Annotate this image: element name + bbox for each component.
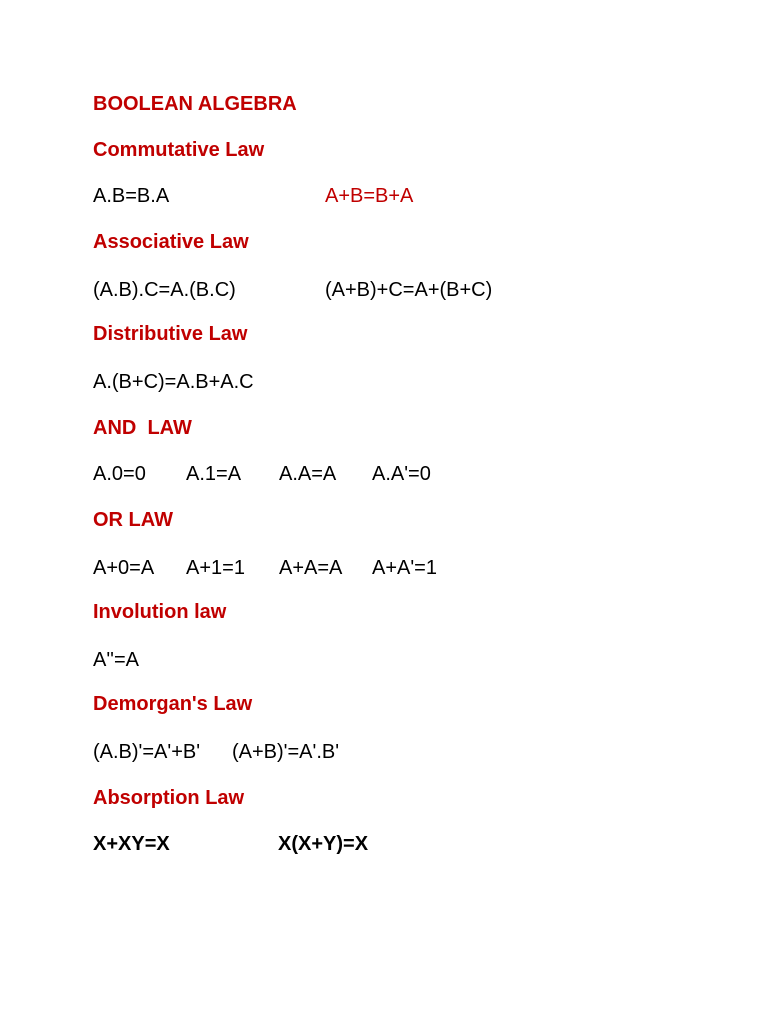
expr-or-one: A+1=1	[186, 557, 245, 579]
expr-involution: A''=A	[93, 649, 139, 671]
expr-or-zero: A+0=A	[93, 557, 155, 579]
expr-and-complement: A.A'=0	[372, 463, 431, 485]
heading-or-law: OR LAW	[93, 509, 173, 531]
heading-involution-law: Involution law	[93, 601, 227, 623]
expr-or-idempotent: A+A=A	[279, 557, 343, 579]
heading-associative-law: Associative Law	[93, 231, 249, 253]
expr-and-one: A.1=A	[186, 463, 242, 485]
heading-absorption-law: Absorption Law	[93, 787, 245, 809]
expr-and-idempotent: A.A=A	[279, 463, 337, 485]
expr-distributive: A.(B+C)=A.B+A.C	[93, 371, 254, 393]
expr-commutative-or: A+B=B+A	[325, 185, 414, 207]
expr-absorption-and: X(X+Y)=X	[278, 833, 369, 855]
page-title: BOOLEAN ALGEBRA	[93, 93, 297, 115]
expr-demorgan-and: (A.B)'=A'+B'	[93, 741, 201, 763]
heading-demorgan-law: Demorgan's Law	[93, 693, 253, 715]
heading-distributive-law: Distributive Law	[93, 323, 248, 345]
expr-or-complement: A+A'=1	[372, 557, 437, 579]
expr-associative-and: (A.B).C=A.(B.C)	[93, 279, 236, 301]
expr-absorption-or: X+XY=X	[93, 833, 170, 855]
heading-commutative-law: Commutative Law	[93, 139, 265, 161]
expr-commutative-and: A.B=B.A	[93, 185, 170, 207]
expr-demorgan-or: (A+B)'=A'.B'	[232, 741, 340, 763]
expr-and-zero: A.0=0	[93, 463, 146, 485]
expr-associative-or: (A+B)+C=A+(B+C)	[325, 279, 493, 301]
heading-and-law: AND LAW	[93, 417, 192, 439]
